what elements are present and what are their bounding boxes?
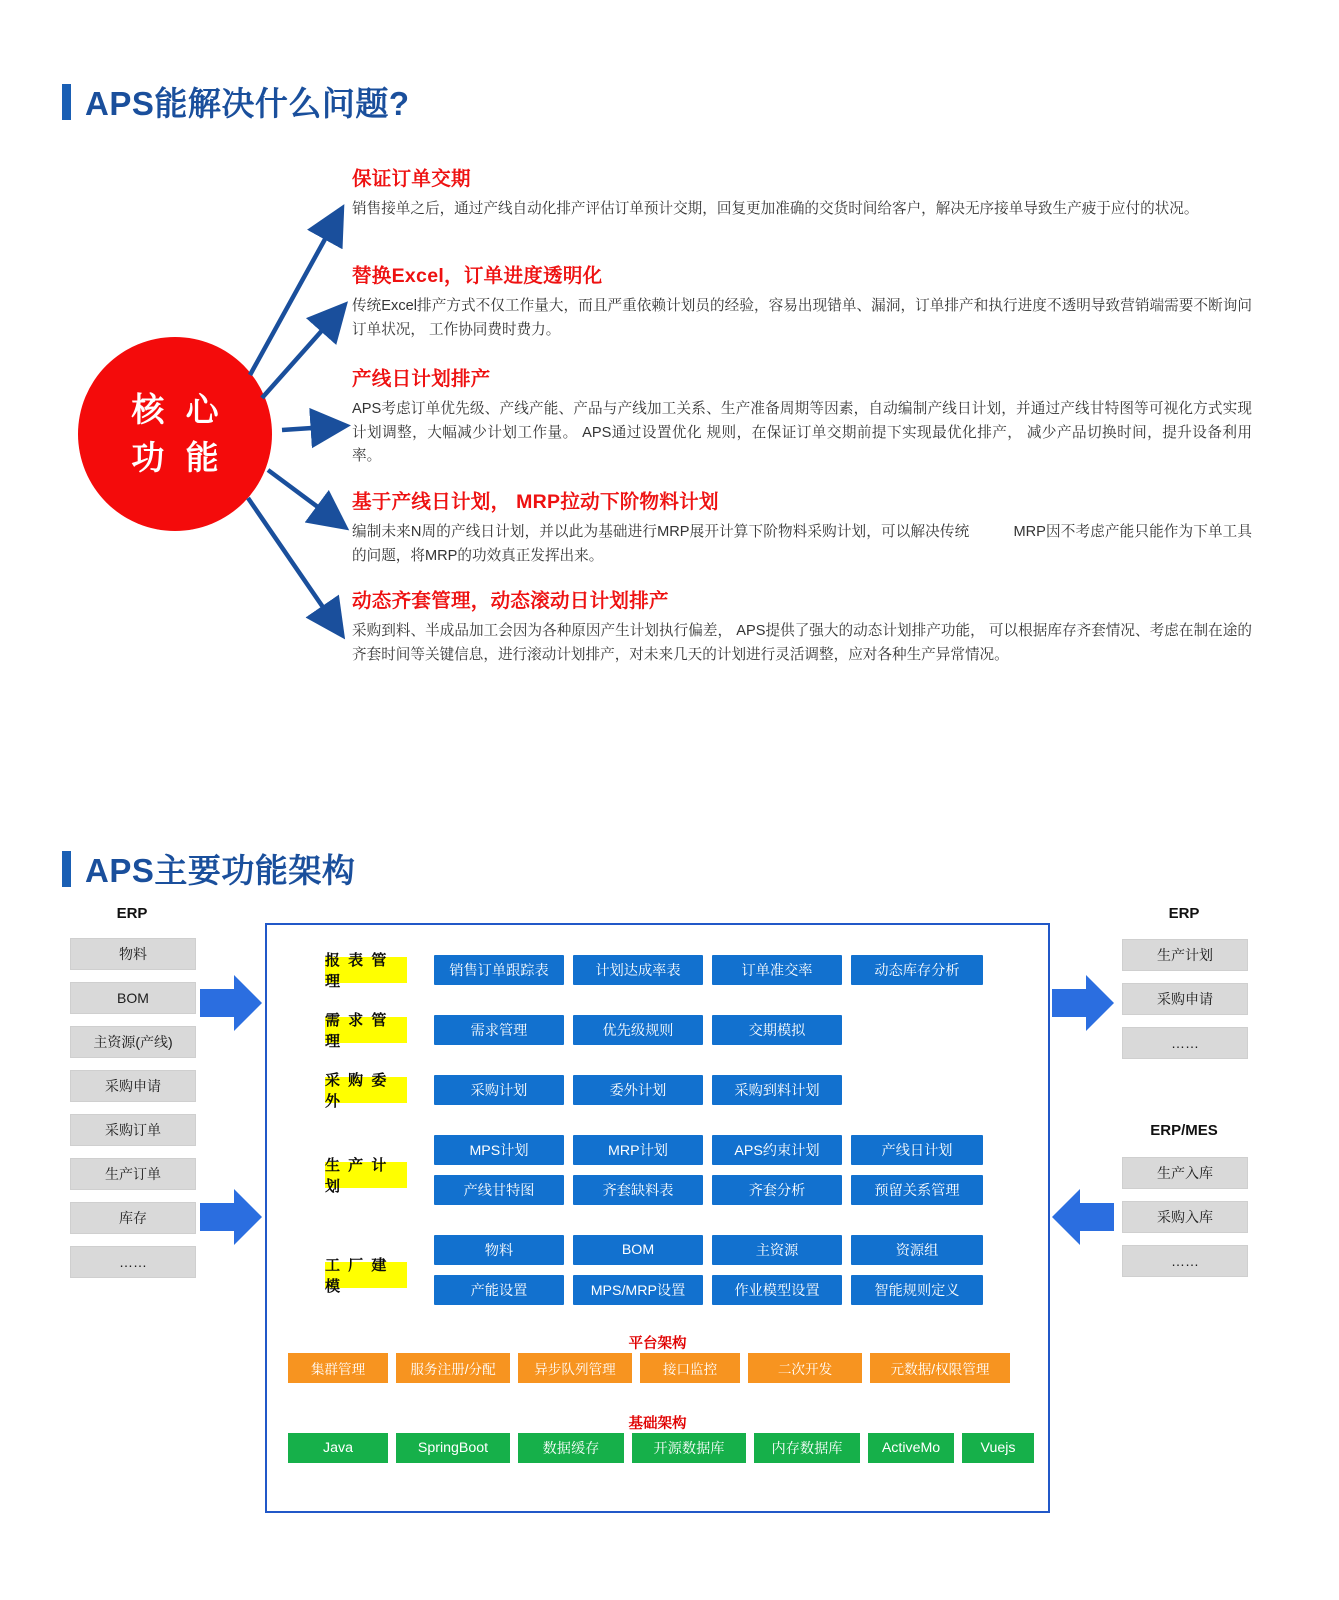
module-cell[interactable]: 委外计划 — [573, 1075, 703, 1105]
base-cell[interactable]: Vuejs — [962, 1433, 1034, 1463]
base-cell[interactable]: ActiveMo — [868, 1433, 954, 1463]
section-title-architecture — [62, 845, 355, 892]
module-cell[interactable]: 作业模型设置 — [712, 1275, 842, 1305]
arrow-to-feature-4 — [268, 470, 342, 525]
module-cell[interactable]: 计划达成率表 — [573, 955, 703, 985]
arrow-out-right — [1052, 973, 1114, 1033]
module-cell[interactable]: BOM — [573, 1235, 703, 1265]
erp-input-item: 主资源(产线) — [70, 1026, 196, 1058]
feature-body: 采购到料、半成品加工会因为各种原因产生计划执行偏差， APS提供了强大的动态计划排产功能， 可以根据库存齐套情况、考虑在制在途的齐套时间等关键信息，进行滚动计划排产，对未来几天的计划进行灵活调整，应对各种生产异常情况。 — [352, 623, 1252, 663]
base-cell[interactable]: SpringBoot — [396, 1433, 510, 1463]
feature-body: 销售接单之后，通过产线自动化排产评估订单预计交期，回复更加准确的交货时间给客户，解决无序接单导致生产疲于应付的状况。 — [352, 201, 1199, 217]
module-cell[interactable]: 资源组 — [851, 1235, 983, 1265]
module-cell[interactable]: 订单准交率 — [712, 955, 842, 985]
section-title-text: APS能解决什么问题? — [85, 85, 410, 122]
base-cell[interactable]: 内存数据库 — [754, 1433, 860, 1463]
module-cell[interactable]: MRP计划 — [573, 1135, 703, 1165]
arrow-in-left — [1052, 1187, 1114, 1247]
arrow-to-feature-5 — [248, 498, 340, 632]
arrow-right-upper — [200, 973, 262, 1033]
right-top-label: ERP — [1168, 905, 1200, 922]
section-title-text: APS主要功能架构 — [85, 852, 356, 889]
left-column-label: ERP — [116, 905, 148, 922]
module-cell[interactable]: 产能设置 — [434, 1275, 564, 1305]
module-cell[interactable]: 齐套分析 — [712, 1175, 842, 1205]
erp-output-item: 生产计划 — [1122, 939, 1248, 971]
base-layer-label: 基础架构 — [628, 1416, 687, 1432]
feature-title: 替换Excel，订单进度透明化 — [352, 265, 603, 287]
feature-block — [352, 486, 1252, 568]
module-cell[interactable]: 物料 — [434, 1235, 564, 1265]
arrow-to-feature-1 — [250, 212, 340, 375]
feature-body: 编制未来N周的产线日计划，并以此为基础进行MRP展开计算下阶物料采购计划，可以解决传统 MRP因不考虑产能只能作为下单工具的问题，将MRP的功效真正发挥出来。 — [352, 524, 1252, 564]
module-cell[interactable]: 产线甘特图 — [434, 1175, 564, 1205]
module-cell[interactable]: 交期模拟 — [712, 1015, 842, 1045]
group-tag-factory-model: 工 厂 建 模 — [325, 1262, 407, 1288]
erp-input-item: 物料 — [70, 938, 196, 970]
base-cell[interactable]: Java — [288, 1433, 388, 1463]
platform-cell[interactable]: 二次开发 — [748, 1353, 862, 1383]
platform-layer-label: 平台架构 — [628, 1336, 687, 1352]
feature-block — [352, 585, 1252, 667]
feature-block — [352, 363, 1252, 469]
feature-body: APS考虑订单优先级、产线产能、产品与产线加工关系、生产准备周期等因素，自动编制产线日计划，并通过产线甘特图等可视化方式实现计划调整，大幅减少计划工作量。 APS通过设置优化 规则，在保证订单交期前提下实现最优化排产， 减少产品切换时间，提升设备利用率。 — [352, 401, 1252, 465]
mes-input-item: 生产入库 — [1122, 1157, 1248, 1189]
group-tag-purchase: 采 购 委 外 — [325, 1077, 407, 1103]
mes-input-item: …… — [1122, 1245, 1248, 1277]
title-accent-bar — [62, 851, 71, 887]
base-cell[interactable]: 数据缓存 — [518, 1433, 624, 1463]
module-cell[interactable]: MPS/MRP设置 — [573, 1275, 703, 1305]
platform-cell[interactable]: 集群管理 — [288, 1353, 388, 1383]
erp-output-item: …… — [1122, 1027, 1248, 1059]
group-tag-production: 生 产 计 划 — [325, 1162, 407, 1188]
arrow-right-lower — [200, 1187, 262, 1247]
module-cell[interactable]: APS约束计划 — [712, 1135, 842, 1165]
module-cell[interactable]: 主资源 — [712, 1235, 842, 1265]
platform-cell[interactable]: 接口监控 — [640, 1353, 740, 1383]
core-function-circle — [78, 337, 272, 531]
erp-input-item: 采购订单 — [70, 1114, 196, 1146]
erp-input-item: 采购申请 — [70, 1070, 196, 1102]
section-title-problems — [62, 78, 410, 125]
platform-cell[interactable]: 服务注册/分配 — [396, 1353, 510, 1383]
erp-input-item: 生产订单 — [70, 1158, 196, 1190]
module-cell[interactable]: MPS计划 — [434, 1135, 564, 1165]
platform-cell[interactable]: 元数据/权限管理 — [870, 1353, 1010, 1383]
erp-output-item: 采购申请 — [1122, 983, 1248, 1015]
feature-body: 传统Excel排产方式不仅工作量大，而且严重依赖计划员的经验，容易出现错单、漏洞，订单排产和执行进度不透明导致营销端需要不断询问订单状况， 工作协同费时费力。 — [352, 298, 1252, 338]
mes-input-item: 采购入库 — [1122, 1201, 1248, 1233]
module-cell[interactable]: 采购计划 — [434, 1075, 564, 1105]
group-tag-report: 报 表 管 理 — [325, 957, 407, 983]
group-tag-demand: 需 求 管 理 — [325, 1017, 407, 1043]
erp-input-item: 库存 — [70, 1202, 196, 1234]
module-cell[interactable]: 采购到料计划 — [712, 1075, 842, 1105]
module-cell[interactable]: 智能规则定义 — [851, 1275, 983, 1305]
feature-title: 动态齐套管理，动态滚动日计划排产 — [352, 590, 669, 612]
architecture-diagram — [0, 895, 1339, 1535]
feature-title: 保证订单交期 — [352, 168, 471, 190]
module-cell[interactable]: 优先级规则 — [573, 1015, 703, 1045]
arrow-to-feature-2 — [262, 308, 342, 398]
erp-input-item: BOM — [70, 982, 196, 1014]
module-cell[interactable]: 齐套缺料表 — [573, 1175, 703, 1205]
right-bottom-label: ERP/MES — [1150, 1122, 1218, 1139]
feature-block — [352, 260, 1252, 342]
module-cell[interactable]: 需求管理 — [434, 1015, 564, 1045]
module-cell[interactable]: 销售订单跟踪表 — [434, 955, 564, 985]
module-cell[interactable]: 预留关系管理 — [851, 1175, 983, 1205]
core-line-1: 核 心 — [131, 391, 225, 429]
erp-input-item: …… — [70, 1246, 196, 1278]
base-cell[interactable]: 开源数据库 — [632, 1433, 746, 1463]
module-cell[interactable]: 产线日计划 — [851, 1135, 983, 1165]
feature-title: 基于产线日计划， MRP拉动下阶物料计划 — [352, 491, 719, 513]
feature-title: 产线日计划排产 — [352, 368, 491, 390]
core-line-2: 功 能 — [131, 439, 225, 476]
feature-block — [352, 163, 1252, 222]
platform-cell[interactable]: 异步队列管理 — [518, 1353, 632, 1383]
arrow-to-feature-3 — [282, 426, 342, 430]
title-accent-bar — [62, 84, 71, 120]
module-cell[interactable]: 动态库存分析 — [851, 955, 983, 985]
